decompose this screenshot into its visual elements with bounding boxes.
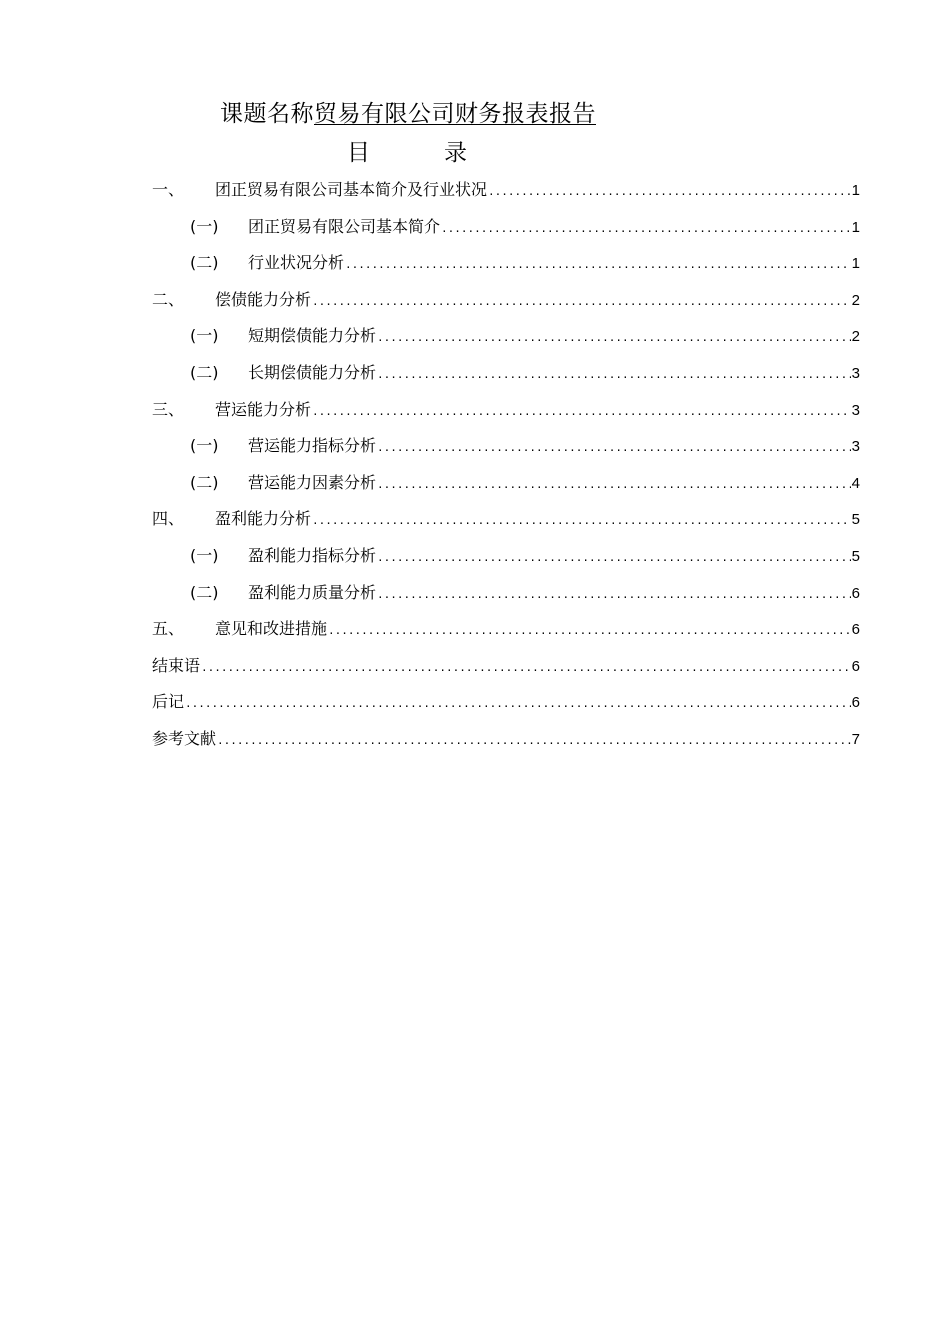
- document-title: [220, 98, 596, 130]
- toc-entry-label: 短期偿债能力分析: [248, 326, 377, 346]
- toc-dot-leader: [201, 657, 851, 679]
- toc-dot-leader: [441, 218, 851, 240]
- toc-entry-label: 团正贸易有限公司基本简介及行业状况: [215, 180, 488, 199]
- toc-dot-leader: [312, 510, 851, 532]
- toc-entry-label: 参考文献: [152, 728, 217, 748]
- toc-entry-page: 3: [851, 438, 860, 456]
- toc-entry[interactable]: [152, 472, 860, 509]
- toc-entry-page: 2: [851, 291, 860, 309]
- toc-entry-number: 一、: [152, 180, 185, 199]
- toc-entry[interactable]: [152, 252, 860, 289]
- toc-entry-page: 3: [851, 401, 860, 419]
- toc-entry-number: (一): [190, 326, 219, 346]
- toc-entry-page: 1: [851, 255, 860, 273]
- toc-entry[interactable]: [152, 435, 860, 472]
- toc-entry-label: 团正贸易有限公司基本简介: [248, 216, 441, 236]
- toc-entry-page: 1: [851, 218, 860, 236]
- toc-entry-number: (二): [190, 253, 219, 273]
- toc-entry[interactable]: [152, 325, 860, 362]
- toc-entry[interactable]: [152, 618, 860, 655]
- toc-entry-label: 盈利能力指标分析: [248, 545, 377, 565]
- toc-entry-label: 营运能力指标分析: [248, 436, 377, 456]
- toc-entry[interactable]: [152, 362, 860, 399]
- toc-dot-leader: [377, 584, 851, 606]
- toc-dot-leader: [312, 401, 851, 423]
- toc-entry-number: 二、: [152, 289, 185, 309]
- toc-entry-number: (二): [190, 362, 219, 382]
- toc-entry[interactable]: [152, 508, 860, 545]
- toc-entry-label: 盈利能力质量分析: [248, 582, 377, 602]
- toc-entry[interactable]: [152, 289, 860, 326]
- toc-dot-leader: [377, 547, 851, 569]
- toc-entry-label: 长期偿债能力分析: [248, 362, 377, 382]
- toc-entry-number: (二): [190, 582, 219, 602]
- toc-entry[interactable]: [152, 545, 860, 582]
- toc-entry-label: 盈利能力分析: [215, 509, 312, 529]
- toc-entry-page: 7: [851, 730, 860, 748]
- toc-dot-leader: [377, 437, 851, 459]
- toc-heading: [347, 137, 467, 169]
- toc-entry-label: 行业状况分析: [248, 253, 345, 273]
- toc-entry-label: 偿债能力分析: [215, 289, 312, 309]
- toc-dot-leader: [377, 327, 851, 349]
- toc-entry[interactable]: [152, 399, 860, 436]
- toc-dot-leader: [377, 474, 851, 496]
- title-subject: 贸易有限公司财务报表报告: [314, 101, 596, 127]
- toc-dot-leader: [328, 620, 851, 642]
- toc-dot-leader: [377, 364, 851, 386]
- toc-entry-label: 意见和改进措施: [215, 619, 328, 639]
- toc-entry-number: (二): [190, 472, 219, 492]
- toc-entry-page: 6: [851, 621, 860, 639]
- toc-entry-number: 四、: [152, 509, 185, 529]
- toc-entry-page: 5: [851, 547, 860, 565]
- toc-entry-page: 3: [851, 364, 860, 382]
- toc-entry-number: (一): [190, 436, 219, 456]
- toc-entry[interactable]: [152, 691, 860, 728]
- toc-entry-page: 5: [851, 511, 860, 529]
- toc-dot-leader: [345, 254, 851, 276]
- toc-entry[interactable]: [152, 216, 860, 253]
- toc-entry-number: (一): [190, 216, 219, 236]
- toc-heading-right: 录: [444, 140, 467, 166]
- toc-entry[interactable]: [152, 655, 860, 692]
- toc-entry[interactable]: [152, 179, 860, 216]
- toc-entry-page: 6: [851, 694, 860, 712]
- toc-entry-number: 三、: [152, 399, 185, 419]
- title-prefix: 课题名称: [220, 101, 314, 127]
- toc-entry-number: (一): [190, 545, 219, 565]
- toc-dot-leader: [217, 730, 851, 752]
- toc-dot-leader: [312, 291, 851, 313]
- toc-dot-leader: [185, 693, 851, 715]
- toc-entry[interactable]: [152, 582, 860, 619]
- toc-entry-page: 2: [851, 328, 860, 346]
- toc-entry-page: 4: [851, 474, 860, 492]
- toc-entry-page: 1: [851, 182, 860, 199]
- toc-entry-label: 后记: [152, 692, 185, 712]
- toc-entry-number: 五、: [152, 619, 185, 639]
- toc-entry-label: 结束语: [152, 655, 201, 675]
- toc-entry-page: 6: [851, 584, 860, 602]
- toc-entry-label: 营运能力因素分析: [248, 472, 377, 492]
- toc-heading-left: 目: [347, 140, 370, 166]
- table-of-contents: [152, 179, 860, 765]
- toc-entry-label: 营运能力分析: [215, 399, 312, 419]
- toc-dot-leader: [488, 181, 851, 203]
- toc-entry-page: 6: [851, 657, 860, 675]
- toc-entry[interactable]: [152, 728, 860, 765]
